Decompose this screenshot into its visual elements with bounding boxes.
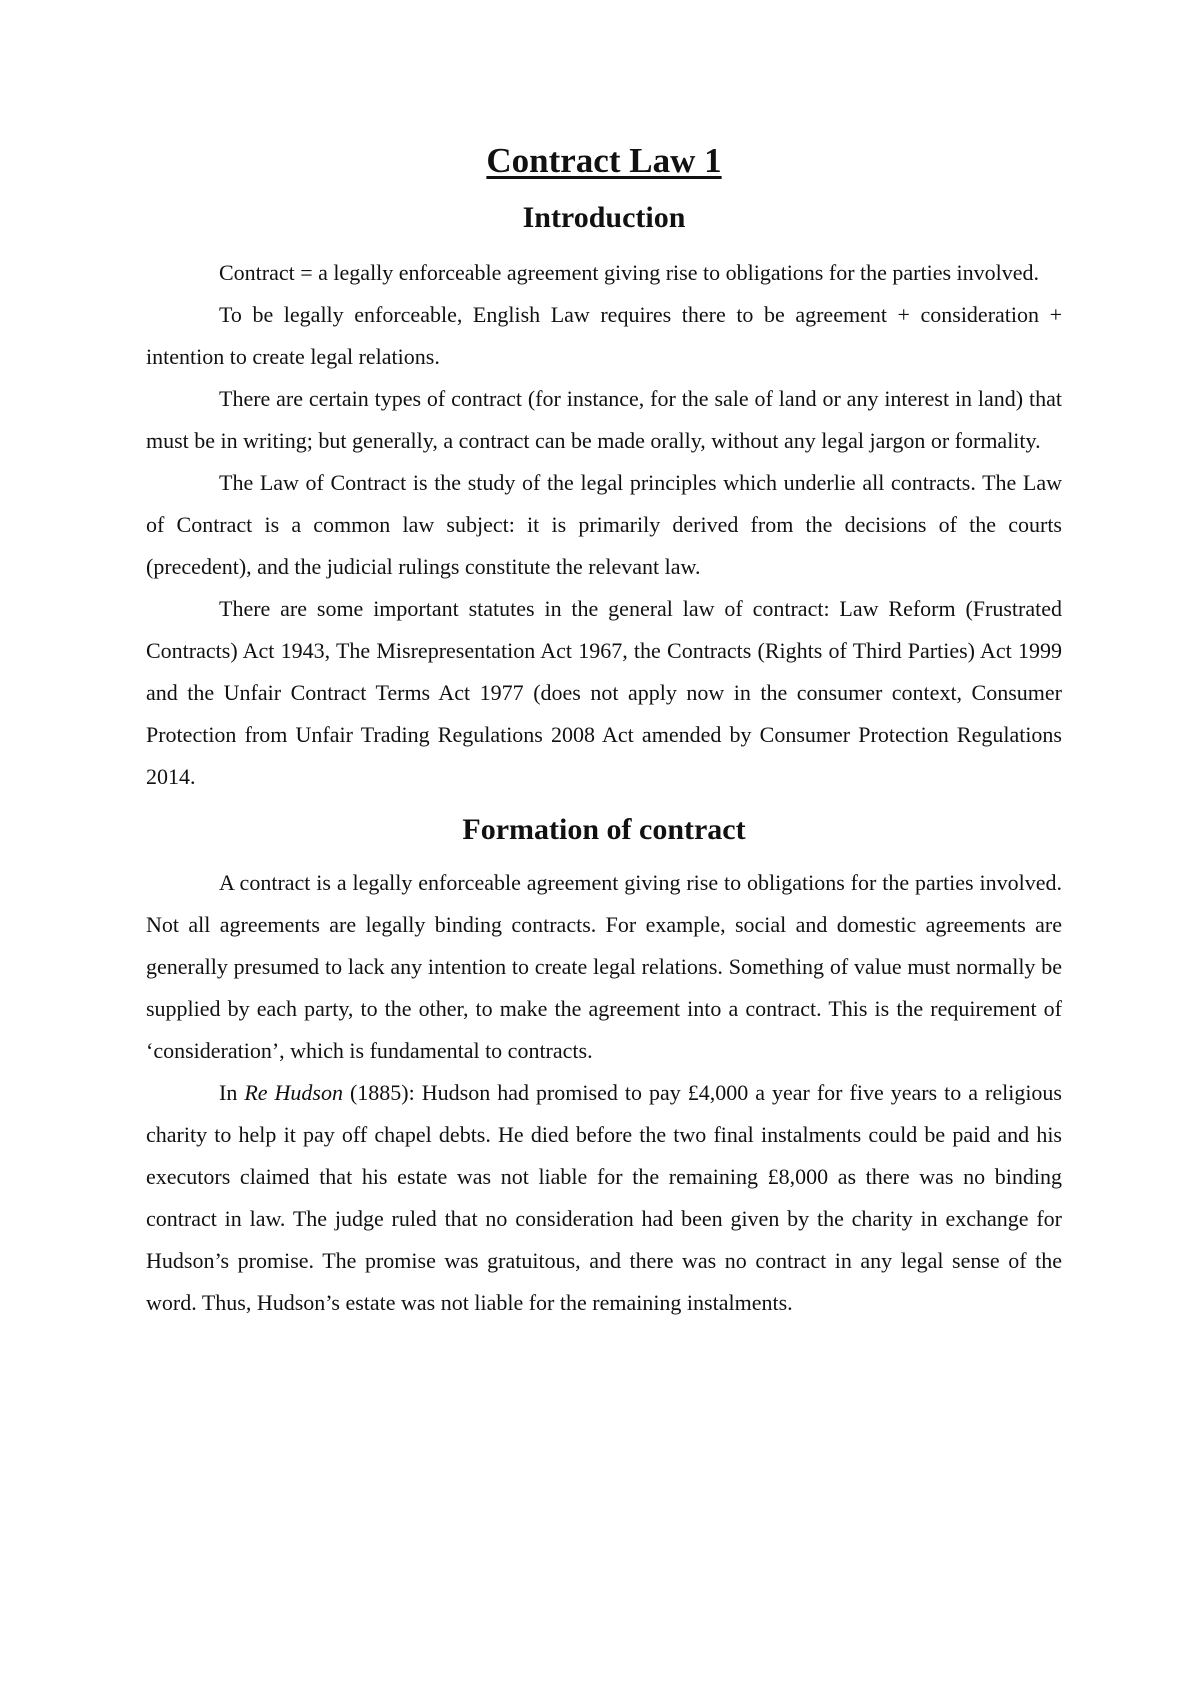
case-prefix: In	[219, 1080, 245, 1105]
paragraph: There are certain types of contract (for instance, for the sale of land or any interest in land) that must be in writing; but generally, a contract can be made orally, without any legal jargon or formality.	[146, 386, 1062, 453]
document-title: Contract Law 1	[486, 141, 722, 180]
paragraph: There are some important statutes in the general law of contract: Law Reform (Frustrated Contracts) Act 1943, The Misrepresentation Act 1967, the Contracts (Rights of Third Parties) Act 1999 and the Unfair Contract Terms Act 1977 (does not apply now in the consumer context, Consumer Protection from Unfair Trading Regulations 2008 Act amended by Consumer Protection Regulations 2014.	[146, 596, 1062, 789]
paragraph: Contract = a legally enforceable agreement giving rise to obligations for the parties involved.	[219, 260, 1040, 285]
case-name: Re Hudson	[244, 1080, 343, 1105]
case-body: (1885): Hudson had promised to pay £4,000 a year for five years to a religious charity to help it pay off chapel debts. He died before the two final instalments could be paid and his executors claimed that his estate was not liable for the remaining £8,000 as there was no binding contract in law. The judge ruled that no consideration had been given by the charity in exchange for Hudson’s promise. The promise was gratuitous, and there was no contract in any legal sense of the word. Thus, Hudson’s estate was not liable for the remaining instalments.	[146, 1080, 1062, 1315]
paragraph: To be legally enforceable, English Law requires there to be agreement + consideration + intention to create legal relations.	[146, 302, 1062, 369]
case-paragraph	[146, 1072, 1062, 1324]
paragraph: The Law of Contract is the study of the legal principles which underlie all contracts. The Law of Contract is a common law subject: it is primarily derived from the decisions of the courts (precedent), and the judicial rulings constitute the relevant law.	[146, 470, 1062, 579]
paragraph: A contract is a legally enforceable agreement giving rise to obligations for the parties involved. Not all agreements are legally binding contracts. For example, social and domestic agreements are generally presumed to lack any intention to create legal relations. Something of value must normally be supplied by each party, to the other, to make the agreement into a contract. This is the requirement of ‘consideration’, which is fundamental to contracts.	[146, 870, 1062, 1063]
section-heading-introduction: Introduction	[522, 201, 686, 234]
document-page	[146, 140, 1062, 1324]
section-heading-formation: Formation of contract	[462, 813, 746, 846]
